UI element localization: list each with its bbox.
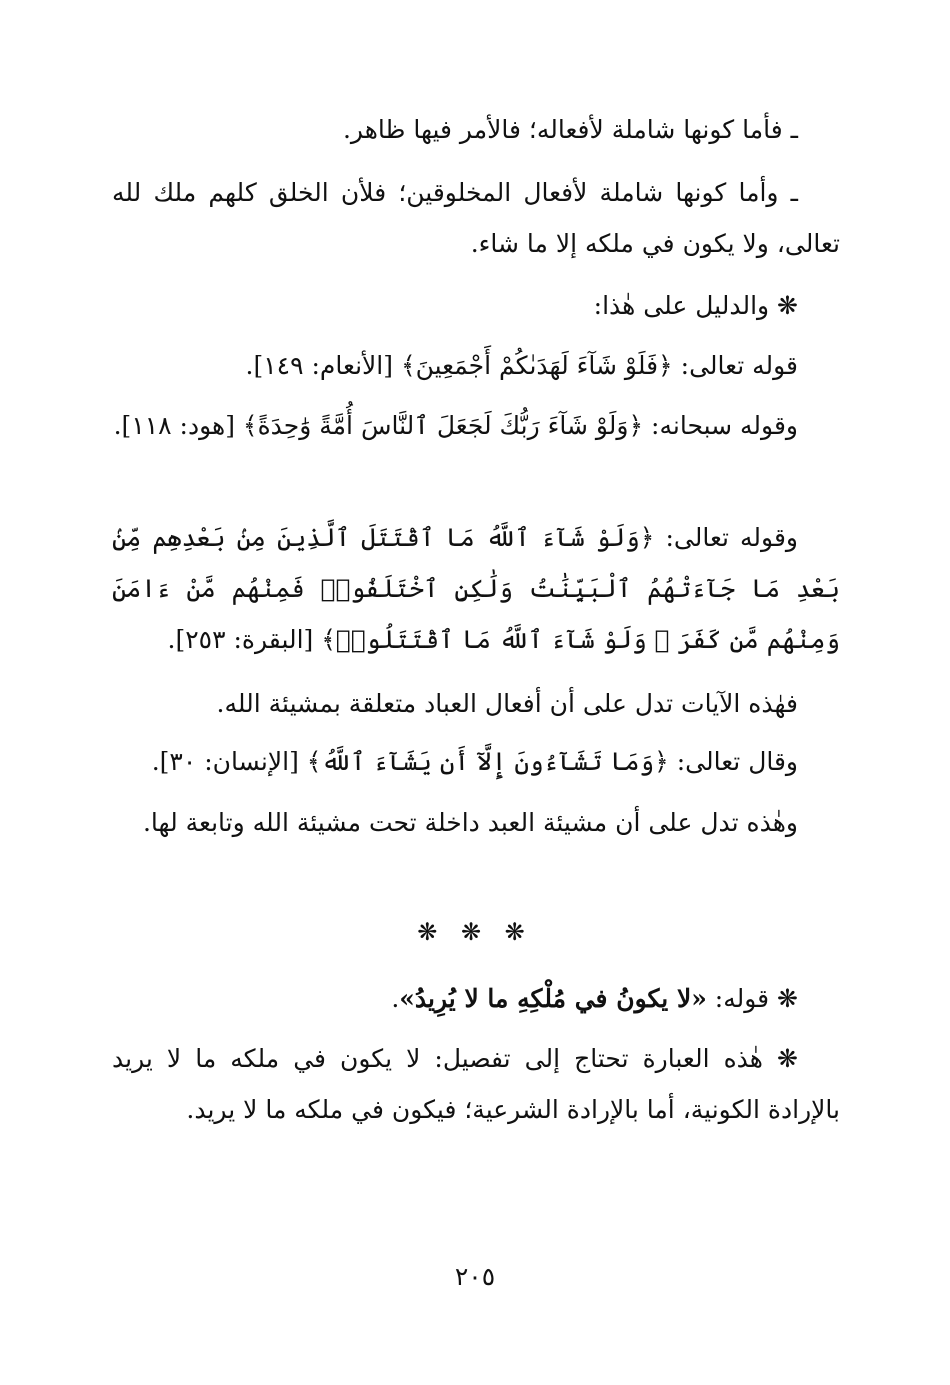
paragraph-verse-baqarah <box>112 512 840 665</box>
quran-verse: ﴿وَلَوْ شَآءَ رَبُّكَ لَجَعَلَ ٱلنَّاسَ أُمَّةً وَٰحِدَةً﴾ <box>242 411 644 440</box>
quote-end: . <box>391 984 400 1013</box>
quote-intro: ❋ قوله: <box>706 984 798 1013</box>
verse-intro: وقال تعالى: <box>668 747 798 776</box>
verse-reference: [هود: ١١٨]. <box>113 411 243 440</box>
page-number: ٢٠٥ <box>454 1262 496 1291</box>
paragraph-own-actions: ـ فأما كونها شاملة لأفعاله؛ فالأمر فيها ظاهر. <box>342 115 798 144</box>
quran-verse: ﴿وَلَوْ شَآءَ ٱللَّهُ مَا ٱقْتَتَلَ ٱلَّذِينَ مِنۢ بَعْدِهِم مِّنۢ بَعْدِ مَا جَآءَتْهُمُ ٱلْبَيِّنَٰتُ وَلَٰكِنِ ٱخْتَلَفُوا۟ فَمِنْهُم مَّنْ ءَامَنَ وَمِنْهُم مَّن كَفَرَ ۚ وَلَوْ شَآءَ ٱللَّهُ مَا ٱقْتَتَلُوا۟﴾ <box>112 523 840 654</box>
verse-intro: قوله تعالى: <box>672 351 798 380</box>
verse-reference: [الأنعام: ١٤٩]. <box>245 351 401 380</box>
paragraph-verse-hud <box>112 400 840 451</box>
verse-reference: [الإنسان: ٣٠]. <box>151 747 307 776</box>
section-separator: ❋ ❋ ❋ <box>417 918 533 946</box>
paragraph-explanation: ❋ هٰذه العبارة تحتاج إلى تفصيل: لا يكون في ملكه ما لا يريد بالإرادة الكونية، أما بالإرادة الشرعية؛ فيكون في ملكه ما لا يريد. <box>112 1044 840 1124</box>
verse-intro: وقوله سبحانه: <box>643 411 798 440</box>
paragraph-verse-anam <box>112 340 840 391</box>
paragraph-verse-insan <box>112 736 840 787</box>
paragraph-verses-conclusion: فهٰذه الآيات تدل على أن أفعال العباد متعلقة بمشيئة الله. <box>216 689 798 718</box>
quran-verse: ﴿وَمَا تَشَآءُونَ إِلَّآ أَن يَشَآءَ ٱللَّهُ﴾ <box>306 747 669 776</box>
paragraph-creatures-actions: ـ وأما كونها شاملة لأفعال المخلوقين؛ فلأن الخلق كلهم ملك لله تعالى، ولا يكون في ملكه إلا ما شاء. <box>112 178 840 258</box>
quoted-text: «لا يكونُ في مُلْكِهِ ما لا يُرِيدُ» <box>399 984 707 1013</box>
verse-intro: وقوله تعالى: <box>654 523 798 552</box>
quran-verse: ﴿فَلَوْ شَآءَ لَهَدَىٰكُمْ أَجْمَعِينَ﴾ <box>400 351 673 380</box>
verse-reference: [البقرة: ٢٥٣]. <box>167 625 322 654</box>
paragraph-evidence-heading: ❋ والدليل على هٰذا: <box>593 291 798 320</box>
paragraph-quoted-statement <box>112 973 840 1024</box>
paragraph-servant-will: وهٰذه تدل على أن مشيئة العبد داخلة تحت مشيئة الله وتابعة لها. <box>142 808 798 837</box>
